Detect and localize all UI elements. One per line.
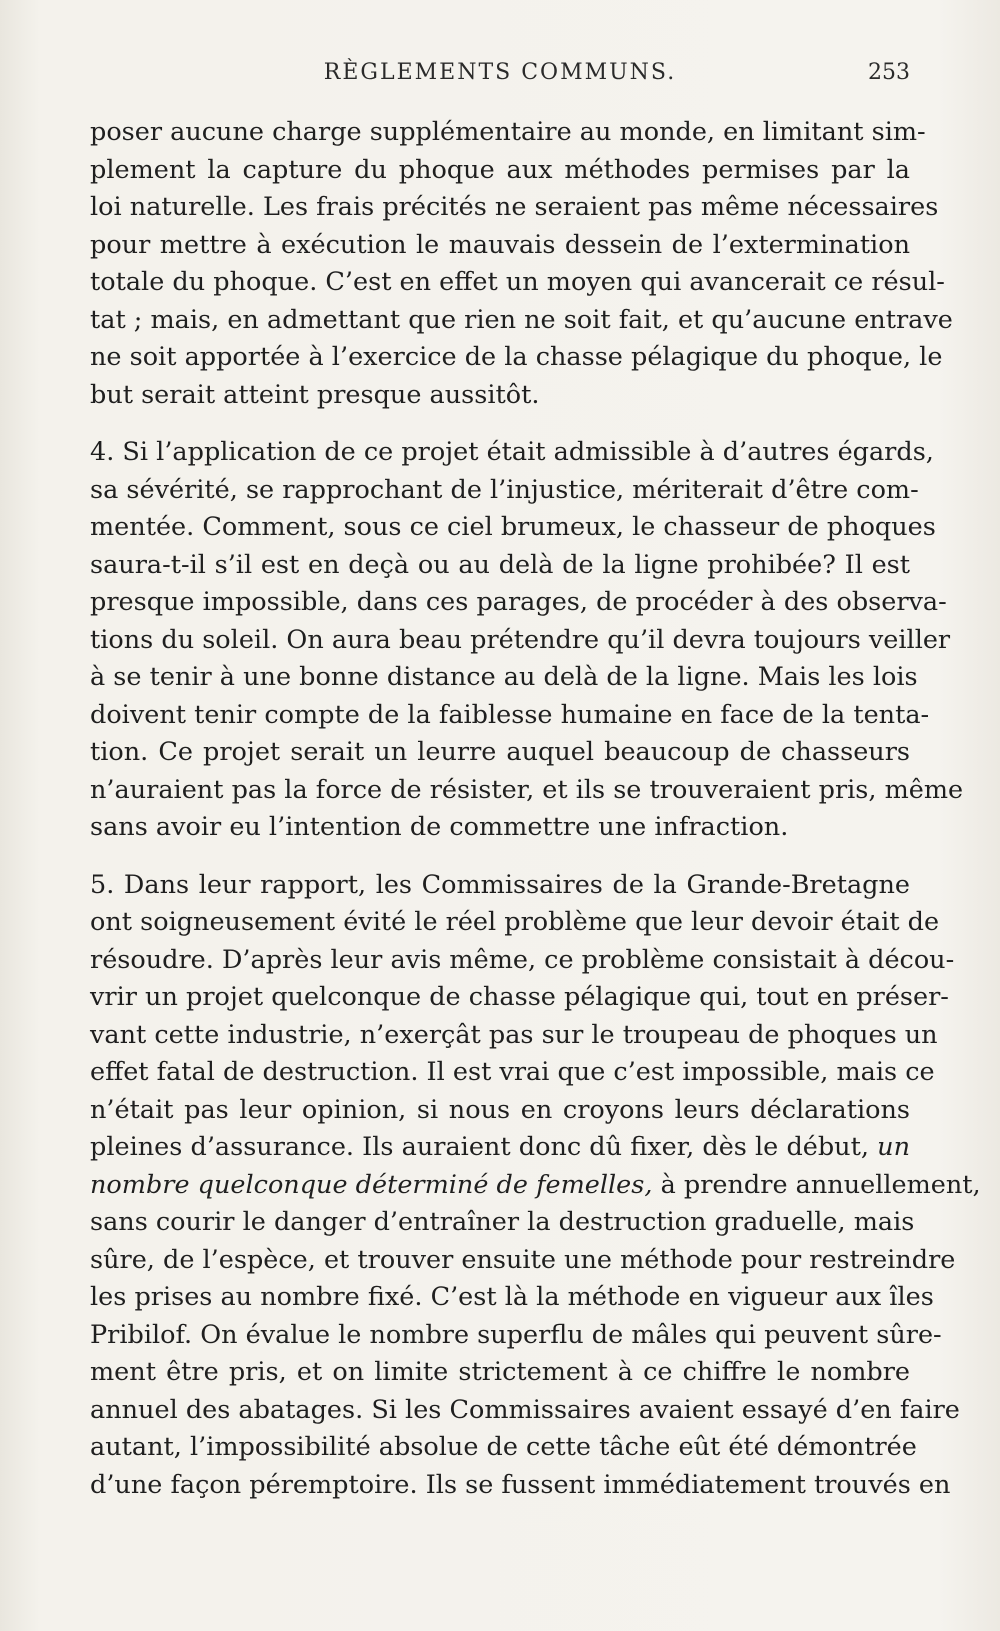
text-line: totale du phoque. C’est en effet un moyen qui avancerait ce résul- (90, 267, 945, 297)
italic-segment: un (877, 1132, 910, 1162)
text-line: autant, l’impossibilité absolue de cette tâche eût été démontrée (90, 1432, 917, 1462)
text-line: presque impossible, dans ces parages, de procéder à des observa- (90, 587, 947, 617)
page-number: 253 (868, 60, 910, 85)
text-line: résoudre. D’après leur avis même, ce problème consistait à décou- (90, 944, 955, 975)
text-line: ont soigneusement évité le réel problème que leur devoir était de (90, 907, 940, 937)
text-line: annuel des abatages. Si les Commissaires avaient essayé d’en faire (90, 1394, 960, 1425)
body-text (90, 114, 981, 1504)
text-line: d’une façon péremptoire. Ils se fussent immédiatement trouvés en (90, 1469, 951, 1500)
text-segment: à prendre annuellement, (660, 1169, 981, 1200)
text-line: les prises au nombre fixé. C’est là la méthode en vigueur aux îles (90, 1282, 934, 1312)
text-line: vrir un projet quelconque de chasse pélagique qui, tout en préser- (90, 982, 949, 1012)
text-line: sûre, de l’espèce, et trouver ensuite une méthode pour restreindre (90, 1244, 956, 1275)
text-line: n’auraient pas la force de résister, et ils se trouveraient pris, même (90, 774, 964, 805)
text-line: n’était pas leur opinion, si nous en croyons leurs déclarations (90, 1094, 910, 1125)
text-line: tat ; mais, en admettant que rien ne soit fait, et qu’aucune entrave (90, 304, 953, 335)
text-line: sans avoir eu l’intention de commettre une infraction. (90, 812, 789, 842)
paragraph-gap (90, 414, 910, 434)
text-line: Pribilof. On évalue le nombre superflu de mâles qui peuvent sûre- (90, 1319, 942, 1350)
text-line: à se tenir à une bonne distance au delà de la ligne. Mais les lois (90, 662, 918, 692)
text-line: tions du soleil. On aura beau prétendre qu’il devra toujours veiller (90, 624, 951, 655)
text-line: 5. Dans leur rapport, les Commissaires de la Grande-Bretagne (90, 869, 910, 900)
running-title: RÈGLEMENTS COMMUNS. (323, 60, 677, 85)
text-segment: pleines d’assurance. Ils auraient donc dû fixer, dès le début, (90, 1132, 869, 1162)
italic-segment: nombre quelconque déterminé de femelles, (90, 1169, 653, 1200)
text-line: sa sévérité, se rapprochant de l’injustice, mériterait d’être com- (90, 474, 919, 505)
text-line: mentée. Comment, sous ce ciel brumeux, le chasseur de phoques (90, 512, 936, 542)
text-line: saura-t-il s’il est en deçà ou au delà de la ligne prohibée? Il est (90, 549, 910, 580)
text-line: plement la capture du phoque aux méthodes permises par la (90, 154, 910, 185)
text-line: loi naturelle. Les frais précités ne seraient pas même nécessaires (90, 192, 939, 222)
text-line: sans courir le danger d’entraîner la destruction graduelle, mais (90, 1207, 915, 1237)
text-line-with-italic (90, 1129, 910, 1167)
text-line: effet fatal de destruction. Il est vrai que c’est impossible, mais ce (90, 1057, 935, 1087)
page-header (90, 60, 910, 90)
text-line: tion. Ce projet serait un leurre auquel beaucoup de chasseurs (90, 737, 910, 767)
text-line: ment être pris, et on limite strictement à ce chiffre le nombre (90, 1357, 910, 1387)
text-line-with-italic (90, 1167, 981, 1205)
text-line: poser aucune charge supplémentaire au monde, en limitant sim- (90, 117, 926, 147)
text-line: vant cette industrie, n’exerçât pas sur le troupeau de phoques un (90, 1019, 938, 1050)
paragraph-gap (90, 847, 910, 867)
text-line: but serait atteint presque aussitôt. (90, 379, 540, 410)
text-line: doivent tenir compte de la faiblesse humaine en face de la tenta- (90, 699, 930, 730)
text-line: ne soit apportée à l’exercice de la chasse pélagique du phoque, le (90, 342, 943, 372)
text-line: pour mettre à exécution le mauvais dessein de l’extermination (90, 229, 910, 260)
text-line: 4. Si l’application de ce projet était admissible à d’autres égards, (90, 437, 934, 467)
